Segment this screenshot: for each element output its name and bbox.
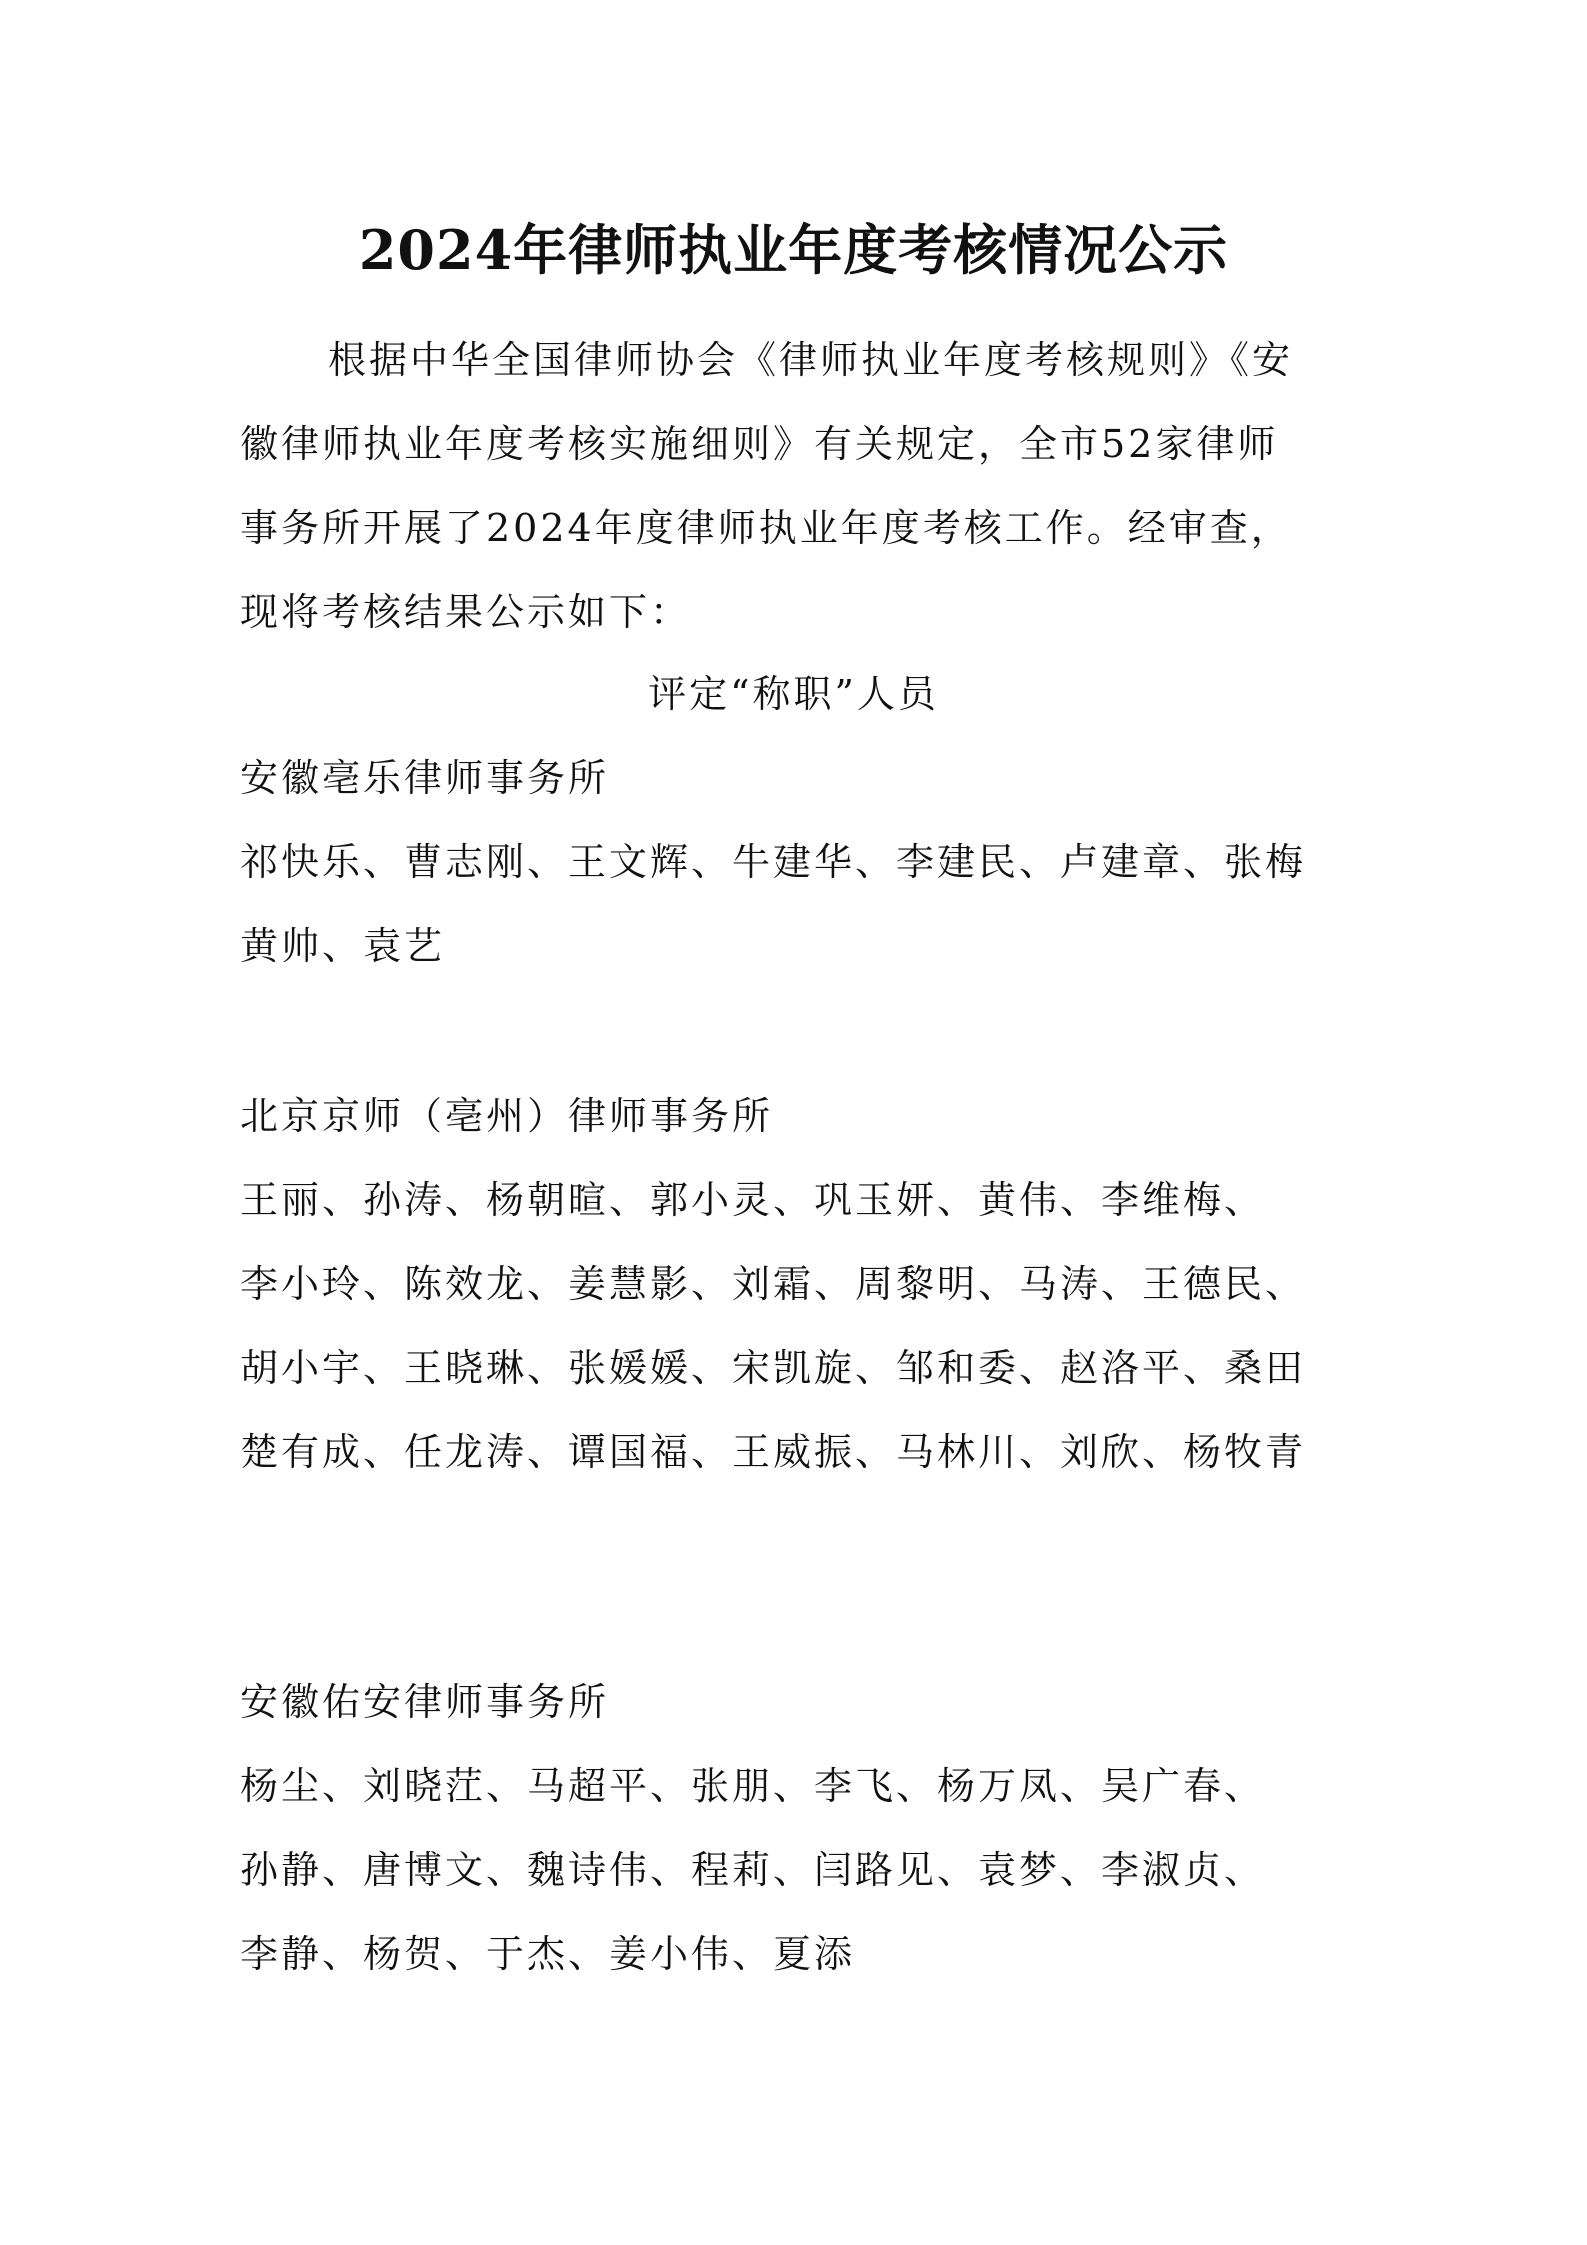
intro-line: 徽律师执业年度考核实施细则》有关规定，全市52家律师 (240, 422, 1279, 466)
lawyer-names-line: 胡小宇、王晓琳、张媛媛、宋凯旋、邹和委、赵洛平、桑田 (240, 1346, 1307, 1390)
firm-name: 北京京师（亳州）律师事务所 (240, 1094, 774, 1138)
lawyer-names-line: 杨尘、刘晓茳、马超平、张朋、李飞、杨万凤、吴广春、 (240, 1764, 1266, 1808)
lawyer-names-line: 李静、杨贺、于杰、姜小伟、夏添 (240, 1932, 856, 1976)
lawyer-names-line: 孙静、唐博文、魏诗伟、程莉、闫路见、袁梦、李淑贞、 (240, 1848, 1266, 1892)
page-title: 2024年律师执业年度考核情况公示 (358, 218, 1229, 282)
firm-section (240, 1660, 1347, 1996)
lawyer-names-line: 楚有成、任龙涛、谭国福、王威振、马林川、刘欣、杨牧青 (240, 1430, 1307, 1474)
firm-name: 安徽亳乐律师事务所 (240, 756, 610, 800)
lawyer-names-line: 王丽、孙涛、杨朝暄、郭小灵、巩玉妍、黄伟、李维梅、 (240, 1178, 1266, 1222)
lawyer-names-line: 黄帅、袁艺 (240, 924, 446, 968)
firm-section (240, 1074, 1347, 1494)
intro-line: 事务所开展了2024年度律师执业年度考核工作。经审查， (240, 506, 1292, 550)
intro-line: 根据中华全国律师协会《律师执业年度考核规则》《安 (328, 338, 1294, 382)
intro-line: 现将考核结果公示如下： (240, 590, 692, 634)
lawyer-names-line: 祁快乐、曹志刚、王文辉、牛建华、李建民、卢建章、张梅 (240, 840, 1307, 884)
firm-section (240, 736, 1347, 988)
intro-paragraph (240, 318, 1347, 654)
section-subtitle: 评定“称职”人员 (648, 672, 939, 716)
lawyer-names-line: 李小玲、陈效龙、姜慧影、刘霜、周黎明、马涛、王德民、 (240, 1262, 1307, 1306)
firm-name: 安徽佑安律师事务所 (240, 1680, 610, 1724)
